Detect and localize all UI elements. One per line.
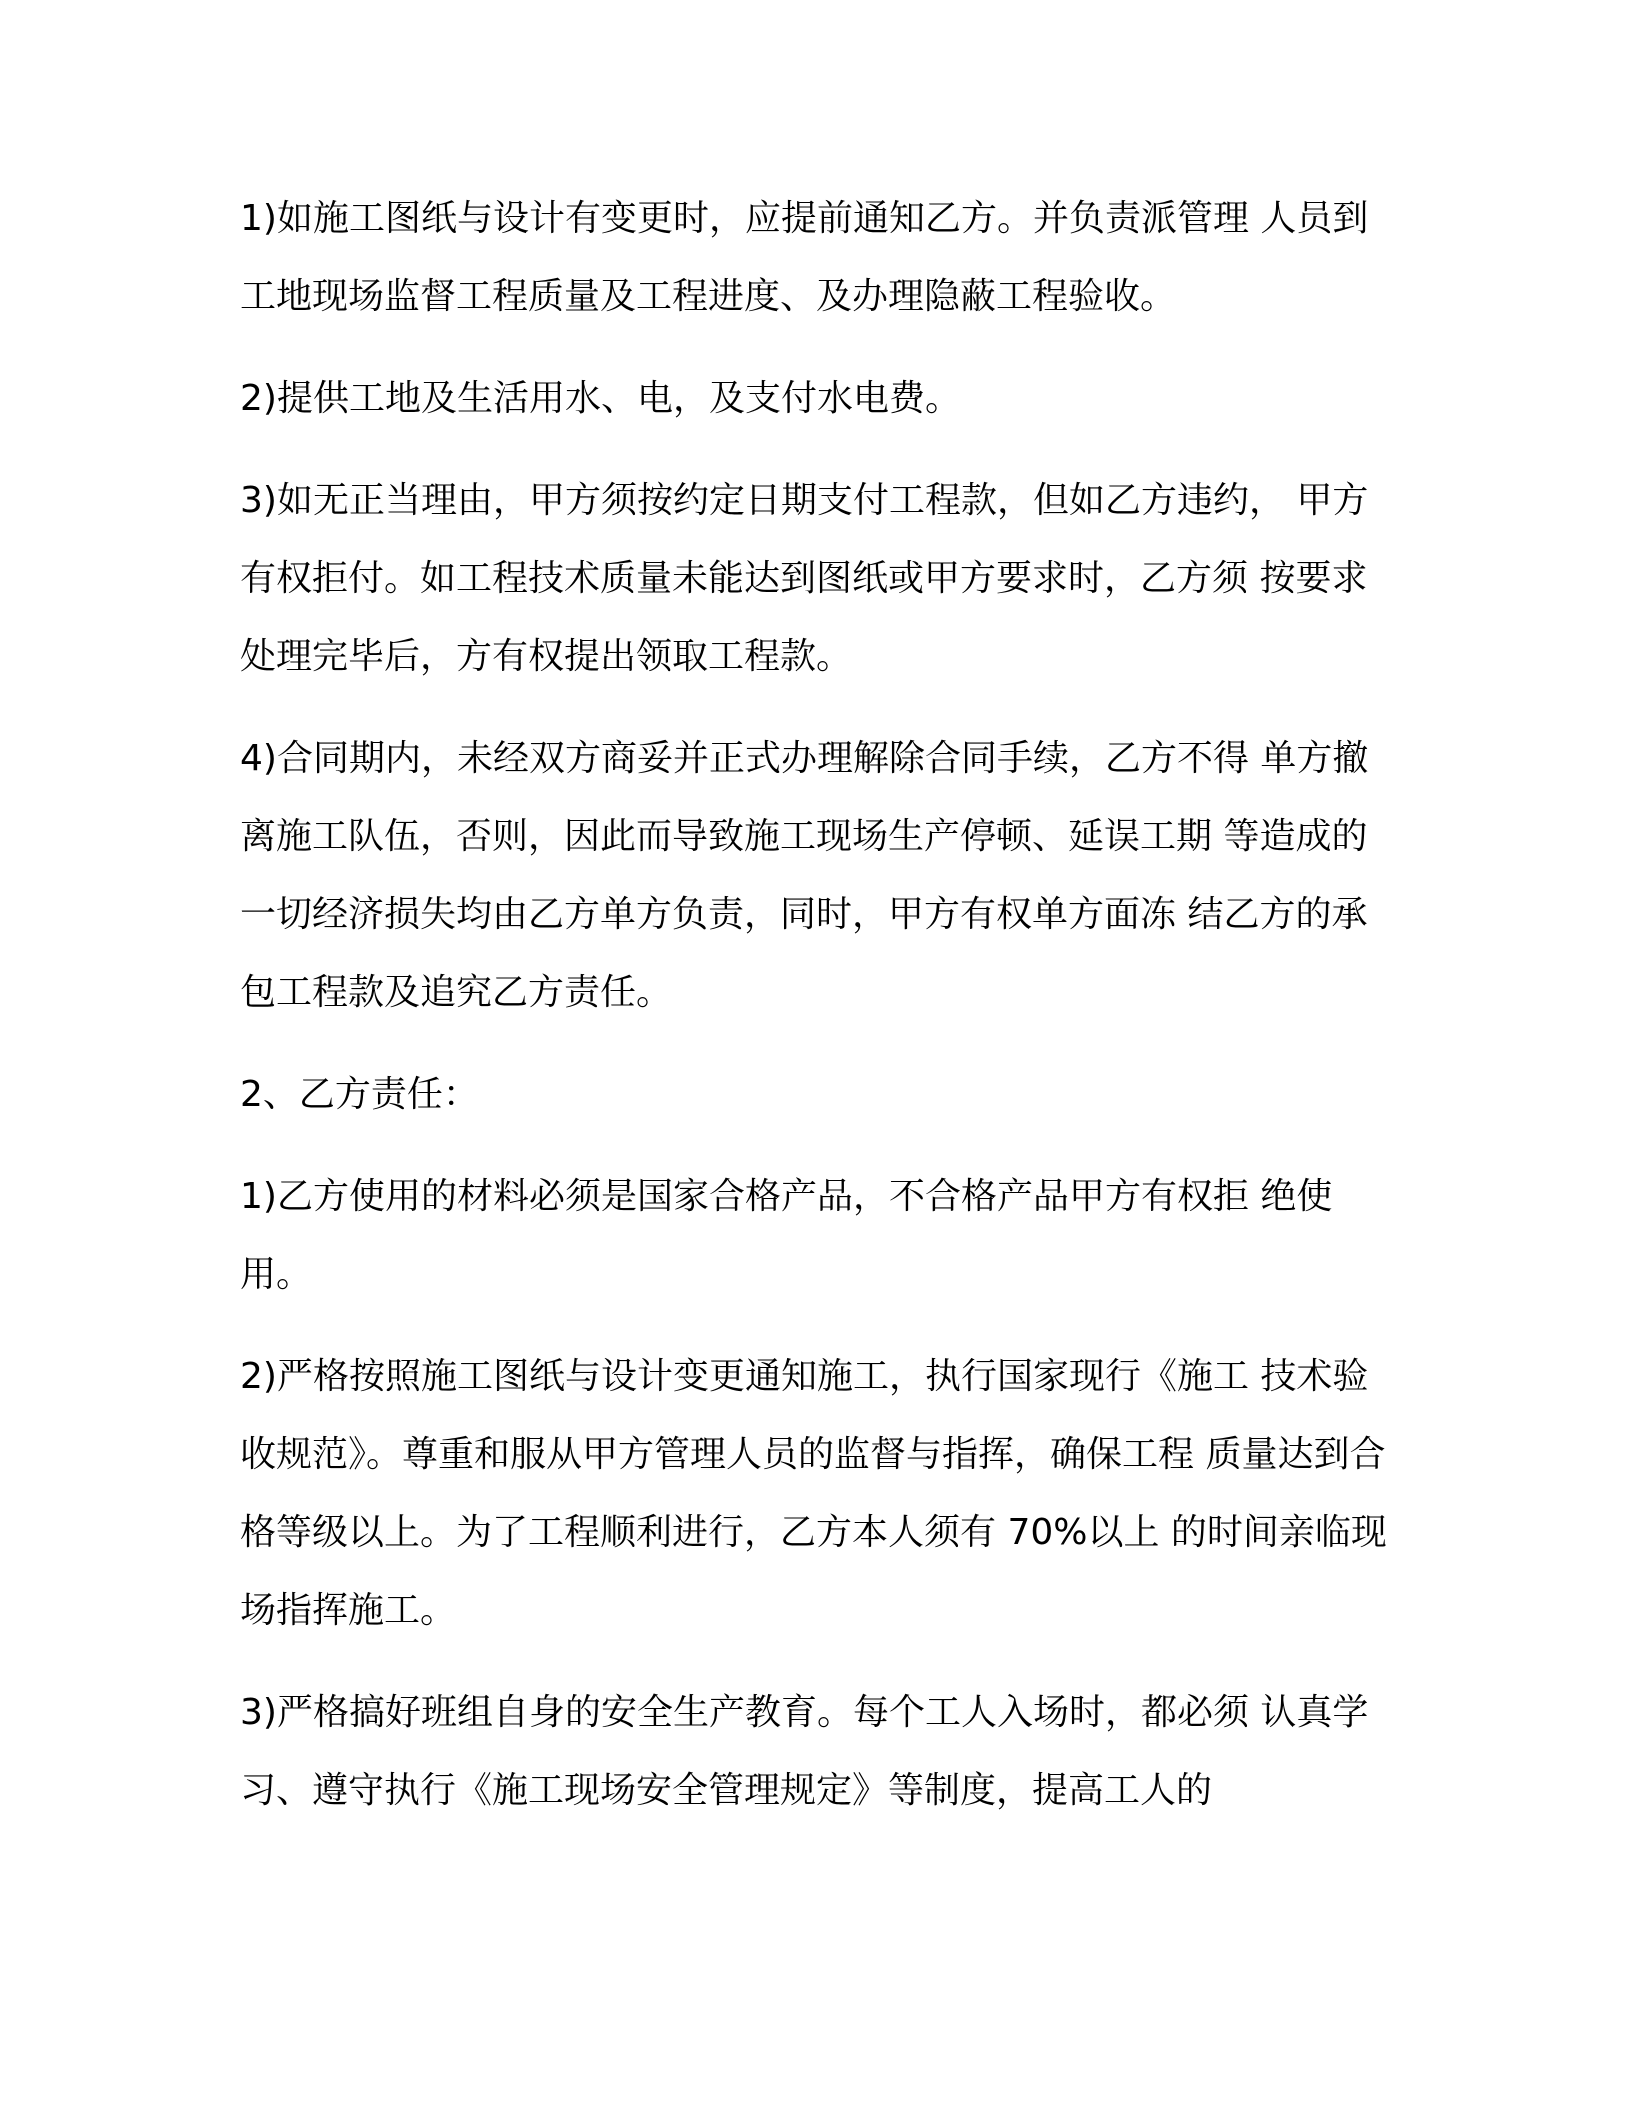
paragraph-line: 1)乙方使用的材料必须是国家合格产品，不合格产品甲方有权拒 — [240, 1176, 1249, 1217]
paragraph-line: 2)提供工地及生活用水、电，及支付水电费。 — [240, 378, 961, 419]
paragraph-line: 的时间亲临现场指挥施工。 — [240, 1512, 1387, 1631]
paragraph-line: 2)严格按照施工图纸与设计变更通知施工，执行国家现行《施工 — [240, 1356, 1249, 1397]
paragraph-line: 人员到工地现场监督工程质量及工程进度、及办理隐蔽工程验收。 — [240, 198, 1369, 317]
paragraph-7 — [240, 1674, 1400, 1830]
paragraph-3 — [240, 462, 1400, 696]
paragraph-2 — [240, 360, 1400, 438]
paragraph-4 — [240, 720, 1400, 1032]
document-body — [240, 180, 1400, 1854]
paragraph-1 — [240, 180, 1400, 336]
paragraph-line: 等造成的一切经济损失均由乙方单方负责，同时，甲方有权单方面冻 — [240, 816, 1368, 935]
section-heading-party-b — [240, 1056, 1400, 1134]
paragraph-line: 技术验收规范》。尊重和服从甲方管理人员的监督与指挥，确保工程 — [240, 1356, 1369, 1475]
paragraph-line: 3)严格搞好班组自身的安全生产教育。每个工人入场时，都必须 — [240, 1692, 1249, 1733]
paragraph-5 — [240, 1158, 1400, 1314]
paragraph-line: 甲方有权拒付。如工程技术质量未能达到图纸或甲方要求时，乙方须 — [240, 480, 1369, 599]
paragraph-line: 认真学习、遵守执行《施工现场安全管理规定》等制度，提高工人的 — [240, 1692, 1369, 1811]
paragraph-line: 3)如无正当理由，甲方须按约定日期支付工程款，但如乙方违约， — [240, 480, 1285, 521]
paragraph-line: 单方撤离施工队伍，否则，因此而导致施工现场生产停顿、延误工期 — [240, 738, 1369, 857]
paragraph-line: 按要求处理完毕后，方有权提出领取工程款。 — [240, 558, 1368, 677]
paragraph-line: 结乙方的承包工程款及追究乙方责任。 — [240, 894, 1368, 1013]
paragraph-6 — [240, 1338, 1400, 1650]
paragraph-line: 绝使用。 — [240, 1176, 1333, 1295]
paragraph-line: 质量达到合格等级以上。为了工程顺利进行，乙方本人须有 70%以上 — [240, 1434, 1386, 1553]
section-heading: 2、乙方责任： — [240, 1074, 479, 1115]
paragraph-line: 1)如施工图纸与设计有变更时，应提前通知乙方。并负责派管理 — [240, 198, 1249, 239]
paragraph-line: 4)合同期内，未经双方商妥并正式办理解除合同手续，乙方不得 — [240, 738, 1249, 779]
